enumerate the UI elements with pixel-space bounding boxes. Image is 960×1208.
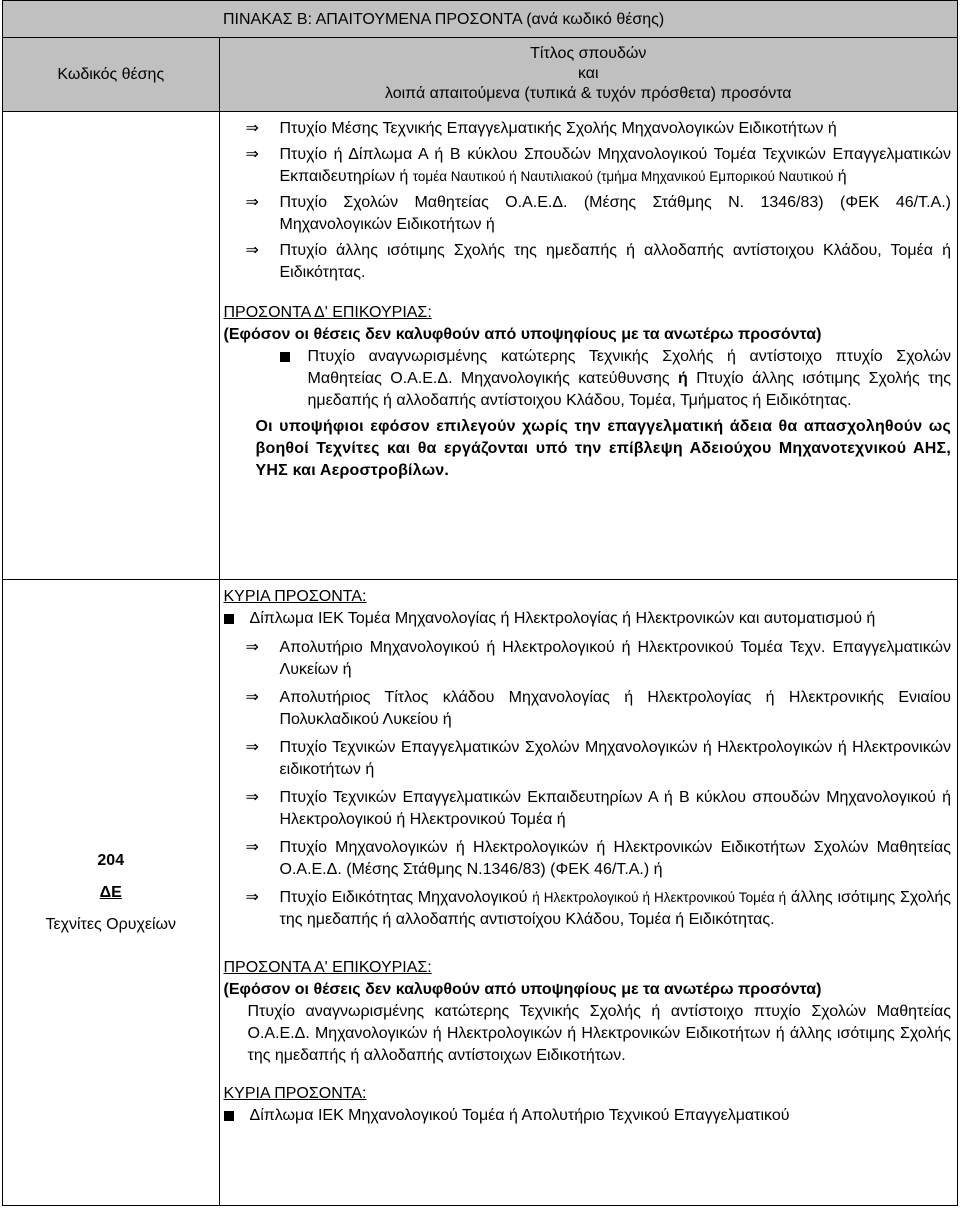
list-item: ⇒ Πτυχίο Τεχνικών Επαγγελματικών Εκπαιδευτηρίων Α ή Β κύκλου σπουδών Μηχανολογικού ή Ηλεκτρολογικού ή Ηλεκτρονικού Τομέα ή [246, 787, 952, 831]
list-item: ⇒ Πτυχίο Σχολών Μαθητείας Ο.Α.Ε.Δ. (Μέσης Στάθμης Ν. 1346/83) (ΦΕΚ 46/Τ.Α.) Μηχανολογικών Ειδικοτήτων ή [246, 192, 952, 236]
arrow-icon: ⇒ [245, 146, 259, 163]
section-heading: ΠΡΟΣΟΝΤΑ Α' ΕΠΙΚΟΥΡΙΑΣ: [223, 959, 432, 976]
section-subheading: (Εφόσον οι θέσεις δεν καλυφθούν από υποψηφίους με τα ανωτέρω προσόντα) [223, 981, 822, 998]
position-category: ΔΕ [99, 883, 122, 901]
note: Οι υποψήφιοι εφόσον επιλεγούν χωρίς την επαγγελματική άδεια θα απασχοληθούν ως βοηθοί Τεχνίτες και θα εργάζονται υπό την επίβλεψη Αδειούχου Μηχανοτεχνικού ΑΗΣ, ΥΗΣ και Αεροστροβίλων. [255, 418, 951, 479]
arrow-icon: ⇒ [245, 739, 259, 756]
position-name: Τεχνίτες Ορυχείων [45, 915, 177, 933]
header-line-1: Τίτλος σπουδών [530, 45, 647, 62]
list-item: ⇒ Πτυχίο ή Δίπλωμα Α ή Β κύκλου Σπουδών Μηχανολογικού Τομέα Τεχνικών Επαγγελματικών Εκπαιδευτηρίων ή τομέα Ναυτικού ή Ναυτιλιακού (τμήμα Μηχανικού Εμπορικού Ναυτικού ή [246, 144, 952, 188]
requirements-cell-204 [219, 580, 958, 1206]
title-left-cell [3, 1, 220, 38]
code-cell-204 [3, 580, 220, 1206]
list-item: Δίπλωμα ΙΕΚ Μηχανολογικού Τομέα ή Απολυτήριο Τεχνικού Επαγγελματικού [224, 1105, 952, 1128]
list-item: ⇒ Πτυχίο Ειδικότητας Μηχανολογικού ή Ηλεκτρολογικού ή Ηλεκτρονικού Τομέα ή άλλης ισότιμης Σχολής της ημεδαπής ή αλλοδαπής αντιστοίχου Κλάδου, Τομέα ή Ειδικότητας. [246, 887, 952, 931]
paragraph: Πτυχίο αναγνωρισμένης κατώτερης Τεχνικής Σχολής ή αντίστοιχο πτυχίο Σχολών Μαθητείας Ο.Α.Ε.Δ. Μηχανολογικών ή Ηλεκτρολογικών ή Ηλεκτρονικών Ειδικοτήτων ή άλλης ισότιμης Σχολής της ημεδαπής ή αλλοδαπής αντίστοιχων Ειδικοτήτων. [247, 1003, 951, 1064]
header-line-2: και [577, 65, 599, 82]
arrow-icon: ⇒ [245, 242, 259, 259]
requirements-table [2, 0, 958, 1206]
arrow-icon: ⇒ [245, 889, 259, 906]
table-title: ΠΙΝΑΚΑΣ Β: ΑΠΑΙΤΟΥΜΕΝΑ ΠΡΟΣΟΝΤΑ (ανά κωδικό θέσης) [219, 1, 958, 38]
section-subheading: (Εφόσον οι θέσεις δεν καλυφθούν από υποψηφίους με τα ανωτέρω προσόντα) [223, 326, 822, 343]
column-header-code: Κωδικός θέσης [3, 38, 220, 112]
position-code: 204 [97, 851, 125, 869]
list-item: ⇒ Πτυχίο Μηχανολογικών ή Ηλεκτρολογικών ή Ηλεκτρονικών Ειδικοτήτων Σχολών Μαθητείας Ο.Α.Ε.Δ. (Μέσης Στάθμης Ν.1346/83) (ΦΕΚ 46/Τ.Α.) ή [246, 837, 952, 881]
list-item: ⇒ Πτυχίο άλλης ισότιμης Σχολής της ημεδαπής ή αλλοδαπής αντίστοιχου Κλάδου, Τομέα ή Ειδικότητας. [246, 240, 952, 284]
header-line-3: λοιπά απαιτούμενα (τυπικά & τυχόν πρόσθετα) προσόντα [384, 85, 792, 102]
arrow-icon: ⇒ [245, 689, 259, 706]
list-item: Πτυχίο αναγνωρισμένης κατώτερης Τεχνικής Σχολής ή αντίστοιχο πτυχίο Σχολών Μαθητείας Ο.Α.Ε.Δ. Μηχανολογικής κατεύθυνσης ή Πτυχίο άλλης ισότιμης Σχολής της ημεδαπής ή αλλοδαπής αντίστοιχου Κλάδου, Τομέα, Τμήματος ή Ειδικότητας. [276, 346, 952, 412]
square-bullet-icon [224, 608, 250, 631]
list-item: Δίπλωμα ΙΕΚ Τομέα Μηχανολογίας ή Ηλεκτρολογίας ή Ηλεκτρονικών και αυτοματισμού ή [224, 608, 952, 631]
section-heading: ΚΥΡΙΑ ΠΡΟΣΟΝΤΑ: [223, 588, 367, 605]
list-item: ⇒ Απολυτήριο Μηχανολογικού ή Ηλεκτρολογικού ή Ηλεκτρονικού Τομέα Τεχν. Επαγγελματικών Λυκείων ή [246, 637, 952, 681]
arrow-icon: ⇒ [245, 839, 259, 856]
square-bullet-icon [224, 1105, 250, 1128]
list-item: ⇒ Πτυχίο Μέσης Τεχνικής Επαγγελματικής Σχολής Μηχανολογικών Ειδικοτήτων ή [246, 118, 952, 140]
section-heading: ΚΥΡΙΑ ΠΡΟΣΟΝΤΑ: [223, 1085, 367, 1102]
arrow-icon: ⇒ [245, 789, 259, 806]
code-cell-empty [3, 112, 220, 580]
arrow-icon: ⇒ [245, 194, 259, 211]
list-item: ⇒ Απολυτήριος Τίτλος κλάδου Μηχανολογίας ή Ηλεκτρολογίας ή Ηλεκτρονικής Ενιαίου Πολυκλαδικού Λυκείου ή [246, 687, 952, 731]
requirements-cell-1 [219, 112, 958, 580]
arrow-icon: ⇒ [245, 120, 259, 137]
square-bullet-icon [276, 346, 308, 412]
list-item: ⇒ Πτυχίο Τεχνικών Επαγγελματικών Σχολών Μηχανολογικών ή Ηλεκτρολογικών ή Ηλεκτρονικών ειδικοτήτων ή [246, 737, 952, 781]
section-heading: ΠΡΟΣΟΝΤΑ Δ' ΕΠΙΚΟΥΡΙΑΣ: [223, 304, 432, 321]
column-header-requirements [219, 38, 958, 112]
arrow-icon: ⇒ [245, 639, 259, 656]
